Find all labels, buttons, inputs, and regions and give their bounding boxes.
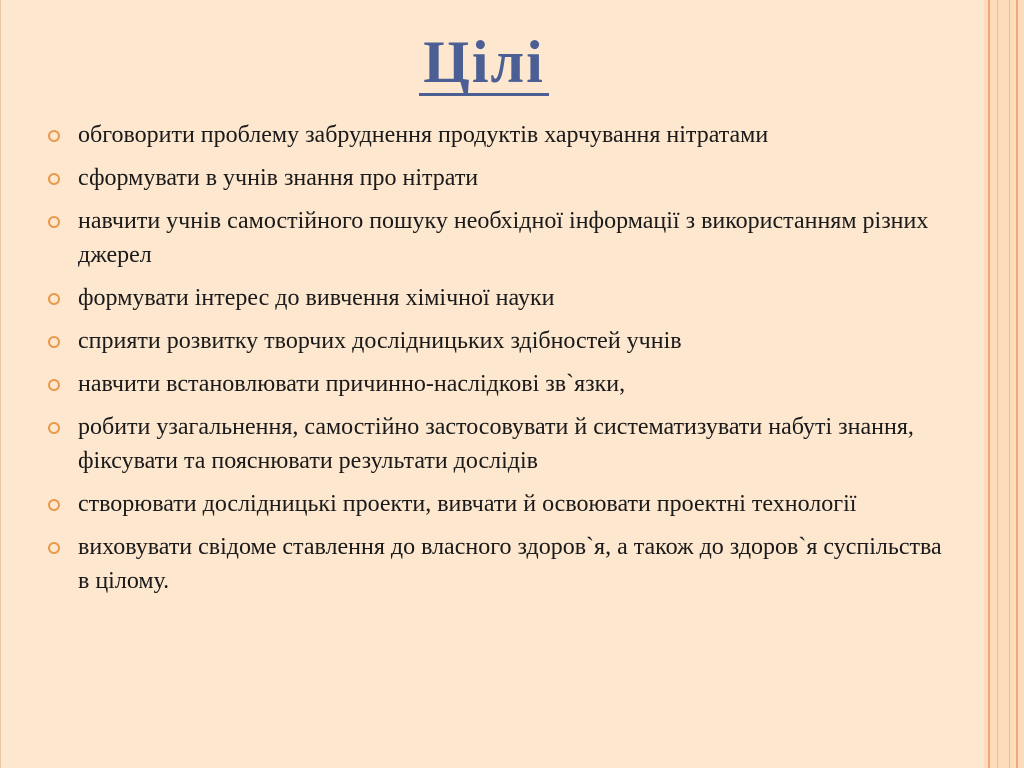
bullet-text: навчити учнів самостійного пошуку необхідної інформації з використанням різних джерел xyxy=(78,208,929,268)
bullet-item xyxy=(46,410,946,478)
bullet-item xyxy=(46,487,946,521)
bullet-text: обговорити проблему забруднення продуктів харчування нітратами xyxy=(78,122,769,148)
bullet-item xyxy=(46,204,946,272)
stripe-line xyxy=(1009,0,1010,768)
bullet-circle-icon xyxy=(48,216,60,228)
bullet-item xyxy=(46,118,946,152)
bullet-text: створювати дослідницькі проекти, вивчати й освоювати проектні технології xyxy=(78,491,857,517)
stripe-line xyxy=(997,0,998,768)
slide-title-container xyxy=(0,28,968,97)
bullet-list xyxy=(46,118,946,607)
stripe-line xyxy=(1016,0,1018,768)
bullet-circle-icon xyxy=(48,499,60,511)
bullet-item xyxy=(46,367,946,401)
bullet-text: сформувати в учнів знання про нітрати xyxy=(78,165,479,191)
bullet-text: формувати інтерес до вивчення хімічної науки xyxy=(78,285,555,311)
bullet-item xyxy=(46,161,946,195)
bullet-item xyxy=(46,281,946,315)
decorative-stripes xyxy=(984,0,1024,768)
bullet-text: робити узагальнення, самостійно застосовувати й систематизувати набуті знання, фіксувати та пояснювати результати дослідів xyxy=(78,414,914,474)
stripe-line xyxy=(988,0,990,768)
bullet-circle-icon xyxy=(48,422,60,434)
bullet-circle-icon xyxy=(48,379,60,391)
slide-title: Цілі xyxy=(419,33,549,96)
bullet-circle-icon xyxy=(48,173,60,185)
bullet-circle-icon xyxy=(48,542,60,554)
bullet-circle-icon xyxy=(48,336,60,348)
bullet-text: сприяти розвитку творчих дослідницьких здібностей учнів xyxy=(78,328,682,354)
bullet-text: навчити встановлювати причинно-наслідкові зв`язки, xyxy=(78,371,626,397)
bullet-circle-icon xyxy=(48,293,60,305)
bullet-text: виховувати свідоме ставлення до власного здоров`я, а також до здоров`я суспільства в цілому. xyxy=(78,534,942,594)
bullet-circle-icon xyxy=(48,130,60,142)
bullet-item xyxy=(46,530,946,598)
bullet-item xyxy=(46,324,946,358)
